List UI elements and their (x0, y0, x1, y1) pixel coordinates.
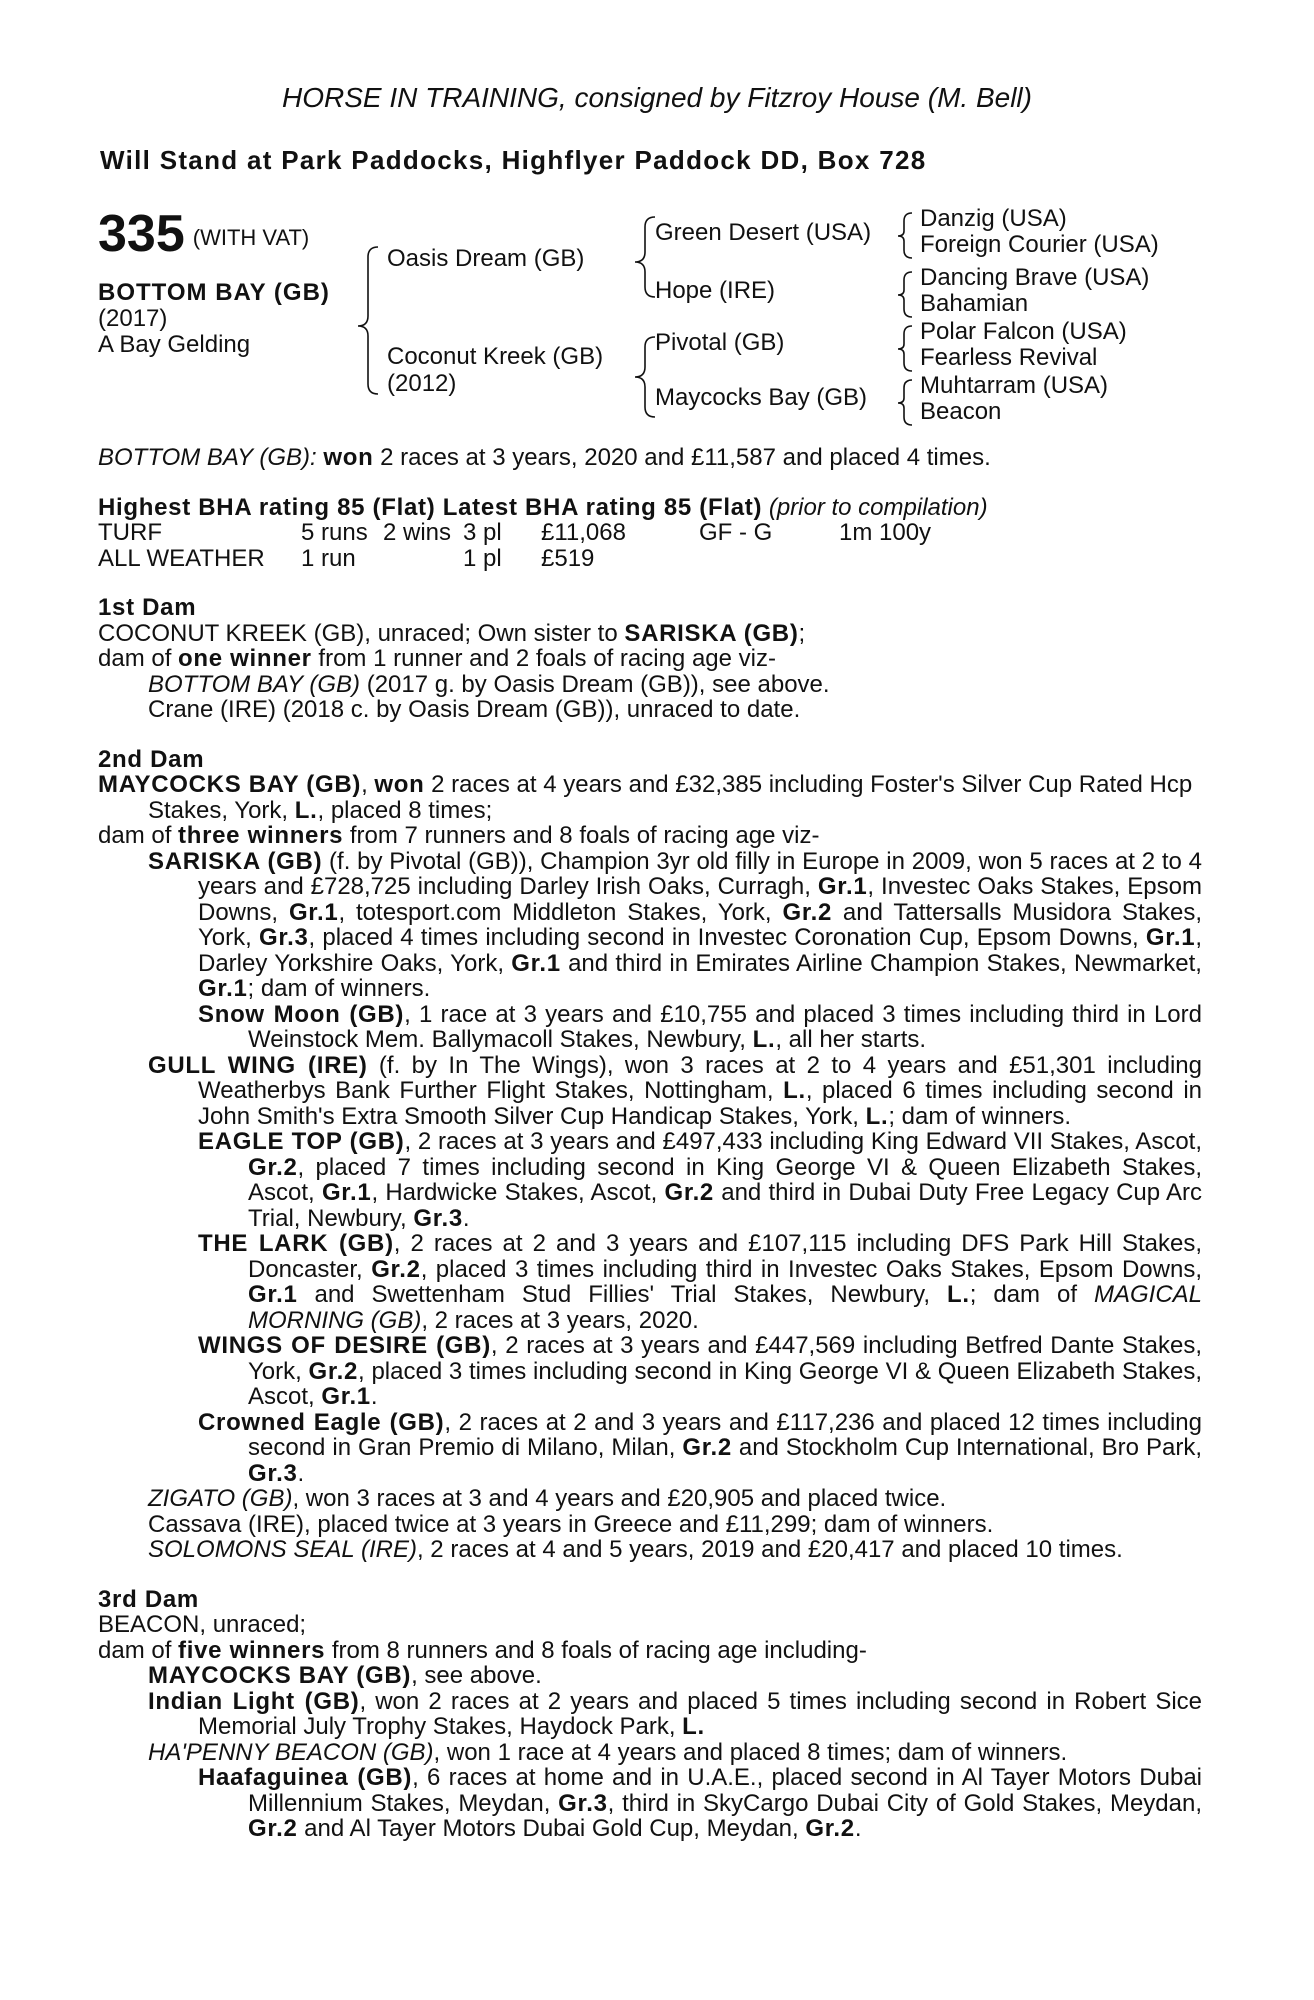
third-dam-produce: dam of five winners from 8 runners and 8 foals of racing age including- (98, 1636, 867, 1664)
produce-crane: Crane (IRE) (2018 c. by Oasis Dream (GB)), unraced to date. (148, 696, 801, 723)
second-dam-maycocks-bay: MAYCOCKS BAY (GB), won 2 races at 4 years and £32,385 including Foster's Silver Cup Rated Hcp Stakes, York, L., placed 8 times; (98, 771, 1193, 824)
pedigree-sire-sire: Green Desert (USA) (655, 219, 872, 246)
pedigree-dam: Coconut Kreek (GB) (387, 343, 604, 370)
pedigree-dam-sire: Pivotal (GB) (655, 329, 785, 356)
horse-year: (2017) (98, 305, 168, 332)
first-dam-heading: 1st Dam (98, 594, 197, 621)
produce-haafaguinea: Haafaguinea (GB), 6 races at home and in U.A.E., placed second in Al Tayer Motors Dubai Millennium Stakes, Meydan, Gr.3, third in SkyCargo Dubai City of Gold Stakes, Meydan, Gr.2 and Al Tayer Motors Dubai Gold Cup, Meydan, Gr.2. (198, 1764, 1202, 1842)
produce-bottom-bay: BOTTOM BAY (GB) (2017 g. by Oasis Dream (GB)), see above. (148, 670, 830, 698)
catalogue-body (98, 445, 1202, 1842)
first-dam-produce: dam of one winner from 1 runner and 2 foals of racing age viz- (98, 645, 776, 672)
pedigree-gg-6: Fearless Revival (920, 344, 1098, 371)
pedigree-dam-dam: Maycocks Bay (GB) (655, 384, 868, 411)
produce-solomons-seal: SOLOMONS SEAL (IRE), 2 races at 4 and 5 years, 2019 and £20,417 and placed 10 times. (148, 1536, 1123, 1563)
turf-record: TURF 5 runs 2 wins 3 pl £11,068 GF - G 1m 100y (98, 519, 932, 546)
pedigree-gg-3: Dancing Brave (USA) (920, 264, 1150, 291)
produce-eagle-top: EAGLE TOP (GB), 2 races at 3 years and £497,433 including King Edward VII Stakes, Ascot, Gr.2, placed 7 times including second in King George VI & Queen Elizabeth Stakes, Ascot, Gr.1, Hardwicke Stakes, Ascot, Gr.2 and third in Dubai Duty Free Legacy Cup Arc Trial, Newbury, Gr.3. (198, 1128, 1203, 1232)
vat-label: (WITH VAT) (192, 225, 310, 250)
second-dam-produce: dam of three winners from 7 runners and 8 foals of racing age viz- (98, 822, 820, 849)
produce-indian-light: Indian Light (GB), won 2 races at 2 years and placed 5 times including second in Robert Sice Memorial July Trophy Stakes, Haydock Park, L. (148, 1687, 1203, 1740)
pedigree-gg-7: Muhtarram (USA) (920, 372, 1109, 399)
pedigree-gg-4: Bahamian (920, 290, 1029, 317)
all-weather-record: ALL WEATHER 1 run 1 pl £519 (98, 544, 595, 572)
stand-location: Will Stand at Park Paddocks, Highflyer Paddock DD, Box 728 (100, 145, 927, 175)
produce-cassava: Cassava (IRE), placed twice at 3 years in Greece and £11,299; dam of winners. (148, 1510, 994, 1538)
produce-wings-of-desire: WINGS OF DESIRE (GB), 2 races at 3 years and £447,569 including Betfred Dante Stakes, York, Gr.2, placed 3 times including second in King George VI & Queen Elizabeth Stakes, Ascot, Gr.1. (198, 1332, 1202, 1410)
bha-ratings: Highest BHA rating 85 (Flat) Latest BHA rating 85 (Flat) (prior to compilation) (98, 493, 988, 521)
pedigree-gg-2: Foreign Courier (USA) (920, 231, 1159, 258)
produce-sariska: SARISKA (GB) (f. by Pivotal (GB)), Champion 3yr old filly in Europe in 2009, won 5 races at 2 to 4 years and £728,725 including Darley Irish Oaks, Curragh, Gr.1, Investec Oaks Stakes, Epsom Downs, Gr.1, totesport.com Middleton Stakes, York, Gr.2 and Tattersalls Musidora Stakes, York, Gr.3, placed 4 times including second in Investec Coronation Cup, Epsom Downs, Gr.1, Darley Yorkshire Oaks, York, Gr.1 and third in Emirates Airline Champion Stakes, Newmarket, Gr.1; dam of winners. (148, 847, 1202, 1002)
produce-zigato: ZIGATO (GB), won 3 races at 3 and 4 years and £20,905 and placed twice. (148, 1485, 947, 1512)
consignment-header: HORSE IN TRAINING, consigned by Fitzroy House (M. Bell) (282, 82, 1032, 113)
pedigree-sire-dam: Hope (IRE) (655, 277, 776, 304)
pedigree-gg-8: Beacon (920, 398, 1002, 425)
horse-description: A Bay Gelding (98, 331, 251, 358)
first-dam-line: COCONUT KREEK (GB), unraced; Own sister to SARISKA (GB); (98, 619, 806, 647)
pedigree-sire: Oasis Dream (GB) (387, 245, 585, 272)
lot-number: 335 (98, 205, 185, 263)
pedigree-dam-year: (2012) (387, 370, 457, 397)
produce-maycocks-bay: MAYCOCKS BAY (GB), see above. (148, 1662, 542, 1689)
horse-name: BOTTOM BAY (GB) (98, 279, 330, 306)
lot-number-block (98, 205, 310, 263)
race-summary: BOTTOM BAY (GB): won 2 races at 3 years, 2020 and £11,587 and placed 4 times. (98, 444, 991, 471)
third-dam-beacon: BEACON, unraced; (98, 1611, 307, 1638)
produce-gull-wing: GULL WING (IRE) (f. by In The Wings), won 3 races at 2 to 4 years and £51,301 including Weatherbys Bank Further Flight Stakes, Nottingham, L., placed 6 times including second in John Smith's Extra Smooth Silver Cup Handicap Stakes, York, L.; dam of winners. (148, 1051, 1203, 1130)
pedigree-gg-5: Polar Falcon (USA) (920, 318, 1127, 345)
produce-the-lark: THE LARK (GB), 2 races at 2 and 3 years and £107,115 including DFS Park Hill Stakes, Doncaster, Gr.2, placed 3 times including third in Investec Oaks Stakes, Epsom Downs, Gr.1 and Swettenham Stud Fillies' Trial Stakes, Newbury, L.; dam of MAGICAL MORNING (GB), 2 races at 3 years, 2020. (198, 1230, 1203, 1334)
second-dam-heading: 2nd Dam (98, 745, 205, 773)
produce-snow-moon: Snow Moon (GB), 1 race at 3 years and £10,755 and placed 3 times including third in Lord Weinstock Mem. Ballymacoll Stakes, Newbury, L., all her starts. (198, 1000, 1202, 1053)
produce-crowned-eagle: Crowned Eagle (GB), 2 races at 2 and 3 years and £117,236 and placed 12 times including second in Gran Premio di Milano, Milan, Gr.2 and Stockholm Cup International, Bro Park, Gr.3. (198, 1408, 1202, 1487)
horse-identity (98, 280, 330, 358)
pedigree-gg-1: Danzig (USA) (920, 205, 1067, 232)
third-dam-heading: 3rd Dam (98, 1585, 199, 1613)
produce-hapenny-beacon: HA'PENNY BEACON (GB), won 1 race at 4 years and placed 8 times; dam of winners. (148, 1738, 1068, 1766)
